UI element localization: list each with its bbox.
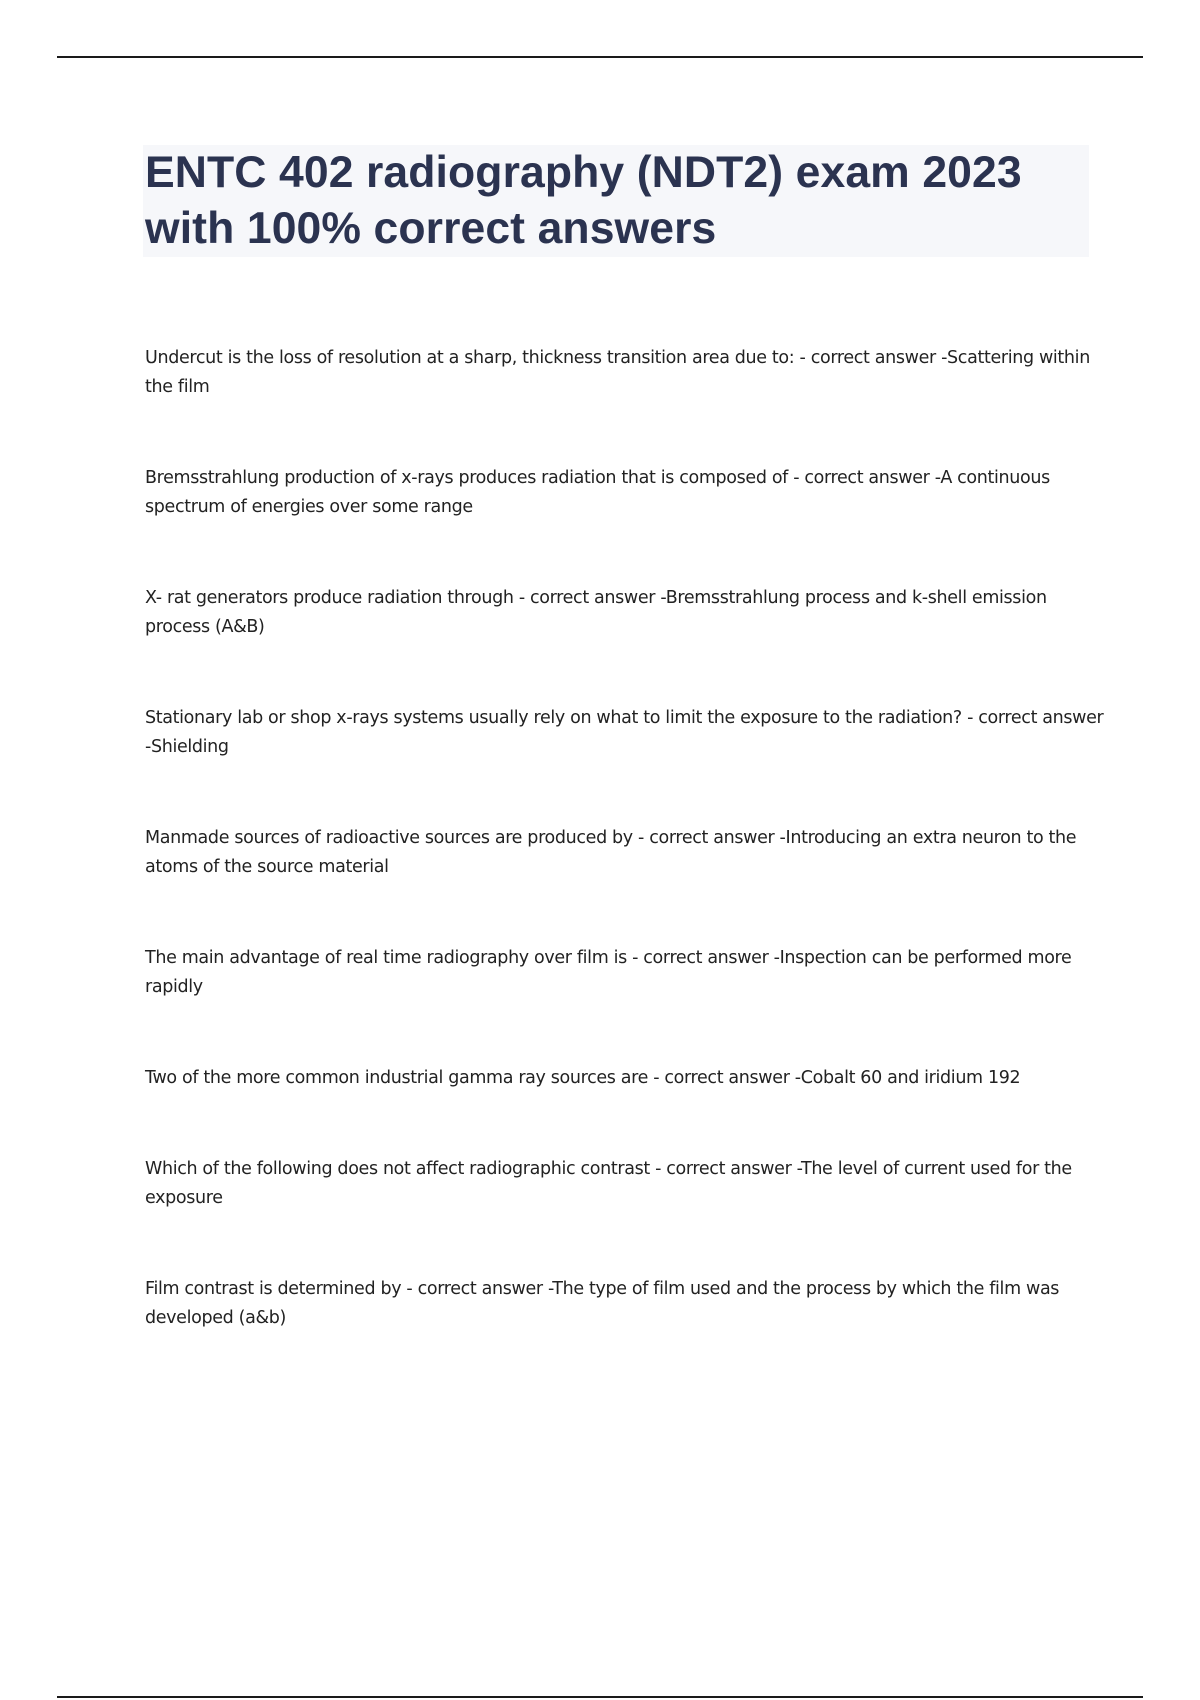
question-item: The main advantage of real time radiography over film is - correct answer -Inspection can be performed more rapidly <box>145 948 1072 997</box>
question-item: Which of the following does not affect radiographic contrast - correct answer -The level of current used for the exposure <box>145 1159 1072 1208</box>
top-divider <box>57 56 1143 58</box>
question-item: Bremsstrahlung production of x-rays produces radiation that is composed of - correct answer -A continuous spectrum of energies over some range <box>145 468 1050 517</box>
question-list <box>145 344 1105 1395</box>
question-item: Film contrast is determined by - correct answer -The type of film used and the process by which the film was developed (a&b) <box>145 1279 1060 1328</box>
question-item: Two of the more common industrial gamma ray sources are - correct answer -Cobalt 60 and iridium 192 <box>145 1068 1021 1088</box>
question-item: X- rat generators produce radiation through - correct answer -Bremsstrahlung process and k-shell emission process (A&B) <box>145 588 1047 637</box>
question-item: Undercut is the loss of resolution at a sharp, thickness transition area due to: - correct answer -Scattering within the film <box>145 348 1090 397</box>
question-item: Stationary lab or shop x-rays systems usually rely on what to limit the exposure to the radiation? - correct answer -Shielding <box>145 708 1104 757</box>
bottom-divider <box>57 1696 1143 1698</box>
question-item: Manmade sources of radioactive sources are produced by - correct answer -Introducing an extra neuron to the atoms of the source material <box>145 828 1077 877</box>
document-title: ENTC 402 radiography (NDT2) exam 2023 with 100% correct answers <box>145 148 1022 253</box>
title-banner <box>143 145 1089 257</box>
